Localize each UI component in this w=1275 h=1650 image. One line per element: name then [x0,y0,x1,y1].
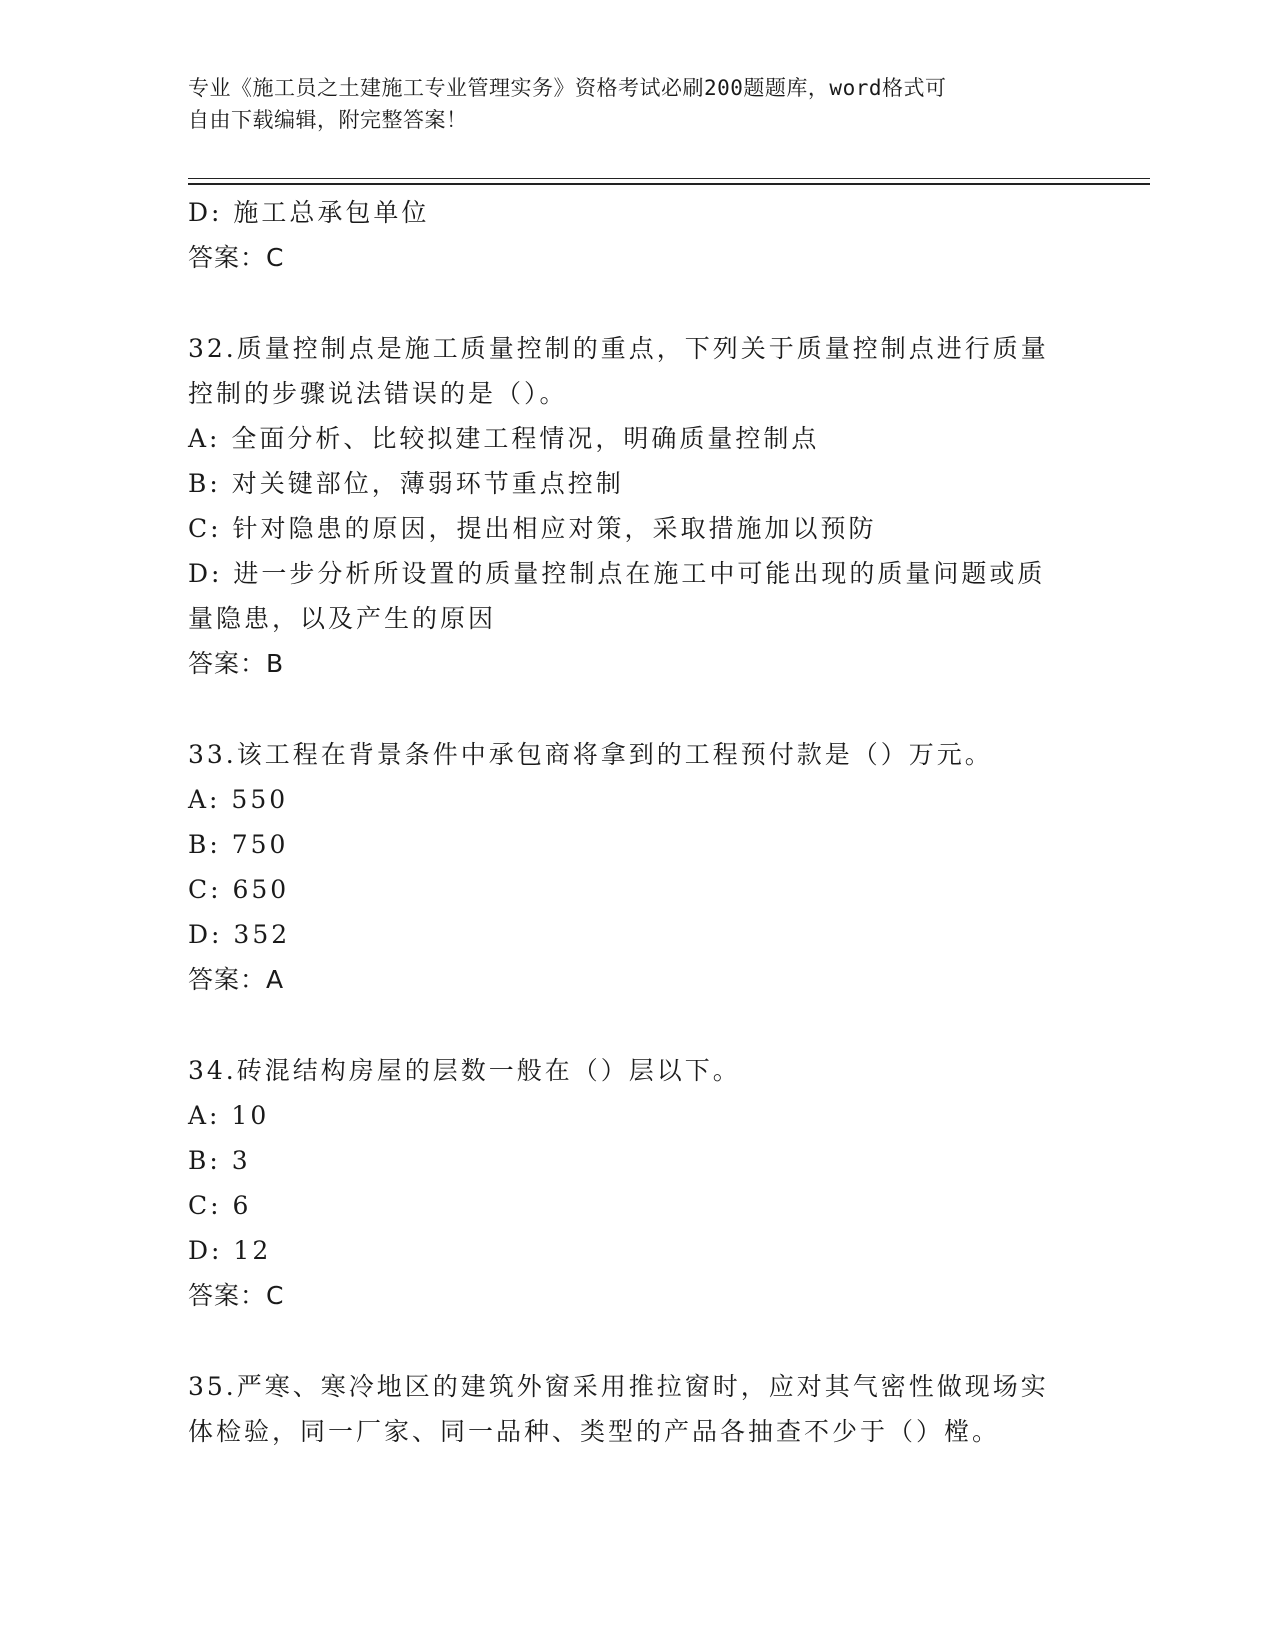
option-d: D: 12 [188,1236,272,1265]
question-text: 35.严寒、寒冷地区的建筑外窗采用推拉窗时，应对其气密性做现场实 [188,1372,1049,1401]
question-content [188,190,1068,1454]
question-text: 控制的步骤说法错误的是（）。 [188,379,568,408]
question-text: 33.该工程在背景条件中承包商将拿到的工程预付款是（）万元。 [188,740,993,769]
option-a: A: 全面分析、比较拟建工程情况，明确质量控制点 [188,424,820,453]
option-b: B: 750 [188,830,289,859]
option-c: C: 6 [188,1191,252,1220]
question-text: 体检验，同一厂家、同一品种、类型的产品各抽查不少于（）樘。 [188,1417,1001,1446]
option-a: A: 550 [188,785,289,814]
question-33 [188,732,1068,1002]
header-line-2: 自由下载编辑，附完整答案！ [188,108,468,132]
document-header [188,72,1088,136]
option-d: D: 进一步分析所设置的质量控制点在施工中可能出现的质量问题或质 [188,559,1046,588]
question-34 [188,1048,1068,1318]
prev-question-answer: 答案：C [188,243,285,272]
option-a: A: 10 [188,1101,270,1130]
header-line-1: 专业《施工员之土建施工专业管理实务》资格考试必刷200题题库，word格式可 [188,76,947,100]
header-divider-thick [188,183,1150,185]
question-35 [188,1364,1068,1454]
option-b: B: 对关键部位，薄弱环节重点控制 [188,469,624,498]
answer: 答案：B [188,649,285,678]
option-c: C: 650 [188,875,290,904]
prev-question-option-d: D: 施工总承包单位 [188,198,430,227]
option-c: C: 针对隐患的原因，提出相应对策，采取措施加以预防 [188,514,877,543]
question-text: 32.质量控制点是施工质量控制的重点，下列关于质量控制点进行质量 [188,334,1049,363]
question-32 [188,326,1068,686]
header-divider-thin [188,178,1150,179]
option-b: B: 3 [188,1146,251,1175]
answer: 答案：C [188,1281,285,1310]
option-d: D: 352 [188,920,291,949]
option-d-continued: 量隐患，以及产生的原因 [188,604,497,633]
question-text: 34.砖混结构房屋的层数一般在（）层以下。 [188,1056,741,1085]
answer: 答案：A [188,965,285,994]
